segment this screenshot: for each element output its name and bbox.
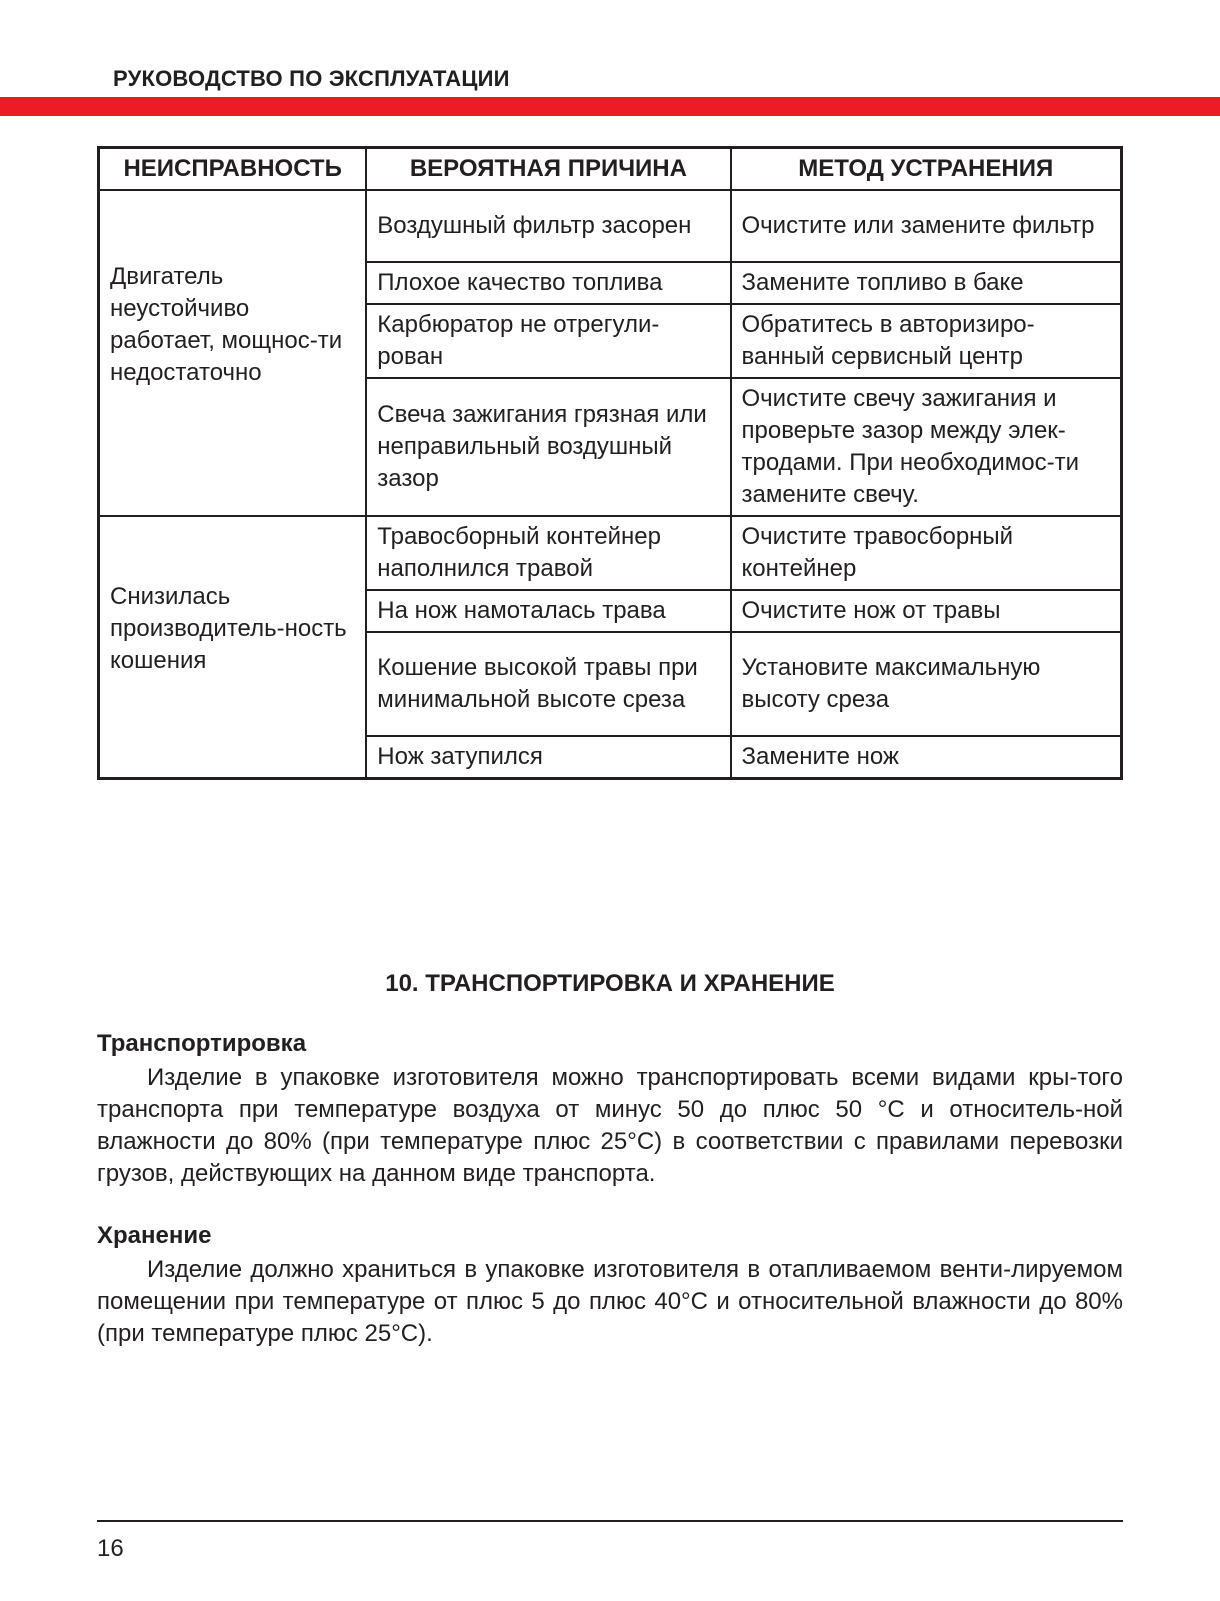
troubleshooting-table: [97, 146, 1123, 780]
remedy-cell: Замените нож: [731, 736, 1122, 779]
header-cause: ВЕРОЯТНАЯ ПРИЧИНА: [366, 148, 730, 191]
transport-heading: Транспортировка: [97, 1030, 307, 1057]
page-number: 16: [97, 1535, 124, 1562]
cause-cell: Травосборный контейнер наполнился травой: [366, 516, 730, 590]
remedy-cell: Очистите нож от травы: [731, 590, 1122, 632]
section-title: 10. ТРАНСПОРТИРОВКА И ХРАНЕНИЕ: [385, 970, 835, 997]
fault-cell: Снизилась производитель-ность кошения: [99, 516, 367, 779]
table-row: [99, 516, 1122, 590]
fault-cell: Двигатель неустойчиво работает, мощнос-ти недостаточно: [99, 190, 367, 516]
cause-cell: Кошение высокой травы при минимальной высоте среза: [366, 632, 730, 736]
cause-cell: Свеча зажигания грязная или неправильный воздушный зазор: [366, 378, 730, 516]
header-remedy: МЕТОД УСТРАНЕНИЯ: [731, 148, 1122, 191]
transport-paragraph: Изделие в упаковке изготовителя можно транспортировать всеми видами кры-того транспорта при температуре воздуха от минус 50 до плюс 50 °С и относитель-ной влажности до 80% (при температуре плюс 25°С) в соответствии с правилами перевозки грузов, действующих на данном виде транспорта.: [97, 1064, 1123, 1187]
cause-cell: Нож затупился: [366, 736, 730, 779]
table-row: [99, 190, 1122, 262]
remedy-cell: Очистите или замените фильтр: [731, 190, 1122, 262]
header-red-band: [0, 97, 1220, 116]
remedy-cell: Очистите свечу зажигания и проверьте зазор между элек-тродами. При необходимос-ти замените свечу.: [731, 378, 1122, 516]
storage-paragraph: Изделие должно храниться в упаковке изготовителя в отапливаемом венти-лируемом помещении при температуре от плюс 5 до плюс 40°С и относительной влажности до 80% (при температуре плюс 25°С).: [97, 1256, 1123, 1347]
header-fault: НЕИСПРАВНОСТЬ: [99, 148, 367, 191]
running-header: РУКОВОДСТВО ПО ЭКСПЛУАТАЦИИ: [113, 66, 510, 91]
remedy-cell: Обратитесь в авторизиро-ванный сервисный центр: [731, 304, 1122, 378]
storage-heading: Хранение: [97, 1222, 212, 1249]
table-header-row: [99, 148, 1122, 191]
remedy-cell: Установите максимальную высоту среза: [731, 632, 1122, 736]
cause-cell: Воздушный фильтр засорен: [366, 190, 730, 262]
remedy-cell: Очистите травосборный контейнер: [731, 516, 1122, 590]
remedy-cell: Замените топливо в баке: [731, 262, 1122, 304]
footer-rule: [97, 1520, 1123, 1522]
cause-cell: На нож намоталась трава: [366, 590, 730, 632]
cause-cell: Плохое качество топлива: [366, 262, 730, 304]
cause-cell: Карбюратор не отрегули-рован: [366, 304, 730, 378]
